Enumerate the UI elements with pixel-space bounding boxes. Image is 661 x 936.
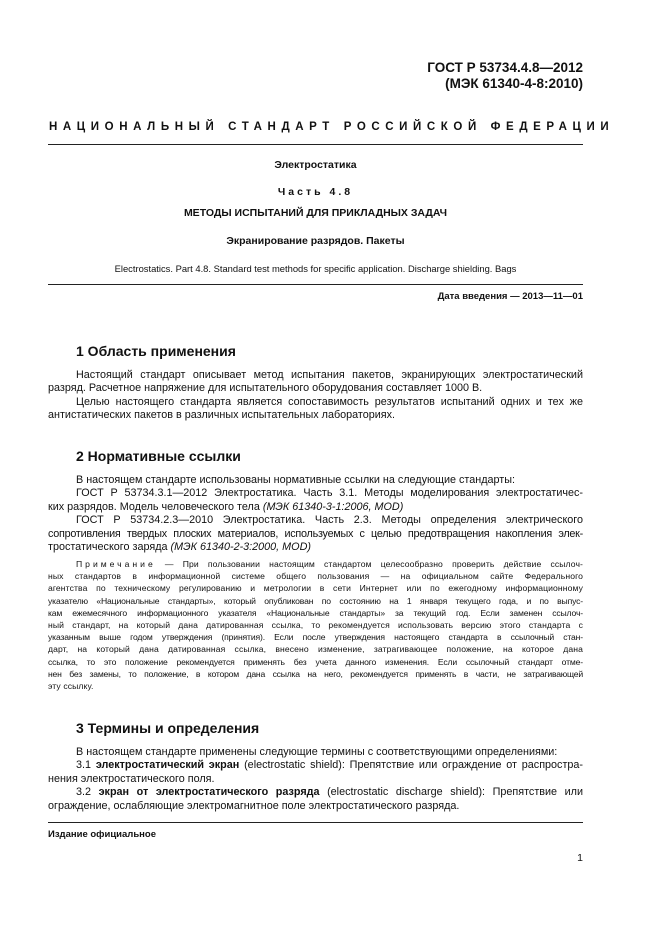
section-2-heading: 2 Нормативные ссылки: [76, 448, 241, 464]
page-number: 1: [577, 852, 583, 864]
term-number: 3.2: [76, 786, 99, 799]
introduction-date: Дата введения — 2013—11—01: [437, 291, 583, 302]
document-code: ГОСТ Р 53734.4.8—2012: [427, 60, 583, 75]
part-title: Часть 4.8: [277, 186, 354, 198]
section-3-body: [48, 746, 583, 813]
text-line: разряд. Расчетное напряжение для испытательного оборудования составляет 1000 В.: [48, 382, 483, 395]
text-line: ных стандартов в информационной системе общего пользования — на официальном сайте Федерального: [48, 571, 583, 582]
section-2-body: [48, 474, 583, 554]
section-3-heading: 3 Термины и определения: [76, 720, 260, 736]
text-line: ссылка, то это положение рекомендуется применять без учета данного изменения. Если ссылочный стандарт отме-: [48, 656, 583, 667]
text-run: — При пользовании настоящим стандартом целесообразно проверить действие ссылоч-: [155, 559, 583, 569]
section-1-body: [48, 369, 583, 423]
text-line: ограждение, ослабляющие электромагнитное поле электростатического разряда.: [48, 799, 460, 812]
text-line: дарт, на который дана датированная ссылка, внесено изменение, затрагивающее положение, на которое дана: [48, 644, 583, 655]
text-line: ный стандарт, на который дана датированная ссылка, то рекомендуется использовать версию этого стандарта с: [48, 620, 583, 631]
text-line: В настоящем стандарте использованы нормативные ссылки на следующие стандарты:: [76, 474, 515, 486]
text-line: кам ежемесячного информационного указателя «Национальные стандарты» за текущий год. Если заменен ссылоч-: [48, 607, 583, 618]
text-line: Целью настоящего стандарта является сопоставимость результатов испытаний одних и тех же: [76, 395, 583, 408]
text-line: [48, 558, 583, 570]
text-run: тростатического заряда: [48, 541, 171, 554]
english-title: Electrostatics. Part 4.8. Standard test methods for specific application. Discharge shielding. Bags: [114, 263, 517, 274]
note-label: Примечание: [76, 559, 156, 569]
text-run: ких разрядов. Модель человеческого тела: [48, 500, 263, 513]
term-definition: (electrostatic shield): Препятствие или ограждение от распростра-: [239, 759, 584, 772]
term-name: экран от электростатического разряда: [98, 786, 320, 799]
subtitle: Экранирование разрядов. Пакеты: [226, 235, 405, 247]
term-definition: (electrostatic discharge shield): Препятствие или: [319, 786, 583, 799]
text-line: сопротивления твердых плоских материалов, используемых с целью предотвращения накопления элек-: [48, 527, 583, 540]
term-number: 3.1: [76, 759, 96, 772]
section-1-heading: 1 Область применения: [76, 343, 236, 359]
text-line: антистатических пакетов в различных испытательных лабораториях.: [48, 409, 396, 422]
text-line: [48, 541, 583, 554]
official-edition-label: Издание официальное: [48, 829, 156, 840]
text-line: указанным выше годом утверждения (принятия). Если после утверждения настоящего стандарта в ссылочный стан-: [48, 632, 583, 643]
text-line: ГОСТ Р 53734.2.3—2010 Электростатика. Часть 2.3. Методы определения электрического: [76, 514, 583, 527]
text-line: ГОСТ Р 53734.3.1—2012 Электростатика. Часть 3.1. Методы моделирования электростатичес-: [76, 487, 583, 500]
iec-code: (МЭК 61340-4-8:2010): [445, 76, 583, 91]
note-block: [48, 558, 583, 692]
footer-rule: [48, 822, 583, 823]
text-line: [48, 759, 583, 772]
top-rule: [48, 144, 583, 145]
title-rule: [48, 284, 583, 285]
text-line: нения электростатического поля.: [48, 772, 215, 785]
term-name: электростатический экран: [95, 759, 240, 772]
text-line: указателю «Национальные стандарты», который опубликован по состоянию на 1 января текущего года, и по выпус-: [48, 595, 583, 606]
text-line: Настоящий стандарт описывает метод испытания пакетов, экранирующих электростатический: [76, 369, 583, 381]
iec-reference: (МЭК 61340-3-1:2006, MOD): [262, 500, 404, 513]
text-line: агентства по техническому регулированию и метрологии в сети Интернет или по ежегодному информационному: [48, 583, 583, 594]
text-line: [48, 786, 583, 799]
text-line: нен без замены, то положение, в котором дана ссылка на него, рекомендуется применять в части, не затрагивающей: [48, 668, 583, 679]
main-title: МЕТОДЫ ИСПЫТАНИЙ ДЛЯ ПРИКЛАДНЫХ ЗАДАЧ: [183, 207, 448, 219]
text-line: эту ссылку.: [48, 681, 94, 692]
national-standard-banner: НАЦИОНАЛЬНЫЙ СТАНДАРТ РОССИЙСКОЙ ФЕДЕРАЦИИ: [49, 121, 615, 133]
iec-reference: (МЭК 61340-2-3:2000, MOD): [170, 541, 311, 554]
text-line: В настоящем стандарте применены следующие термины с соответствующими определениями:: [76, 746, 558, 758]
topic-title: Электростатика: [274, 159, 357, 171]
text-line: [48, 501, 583, 514]
